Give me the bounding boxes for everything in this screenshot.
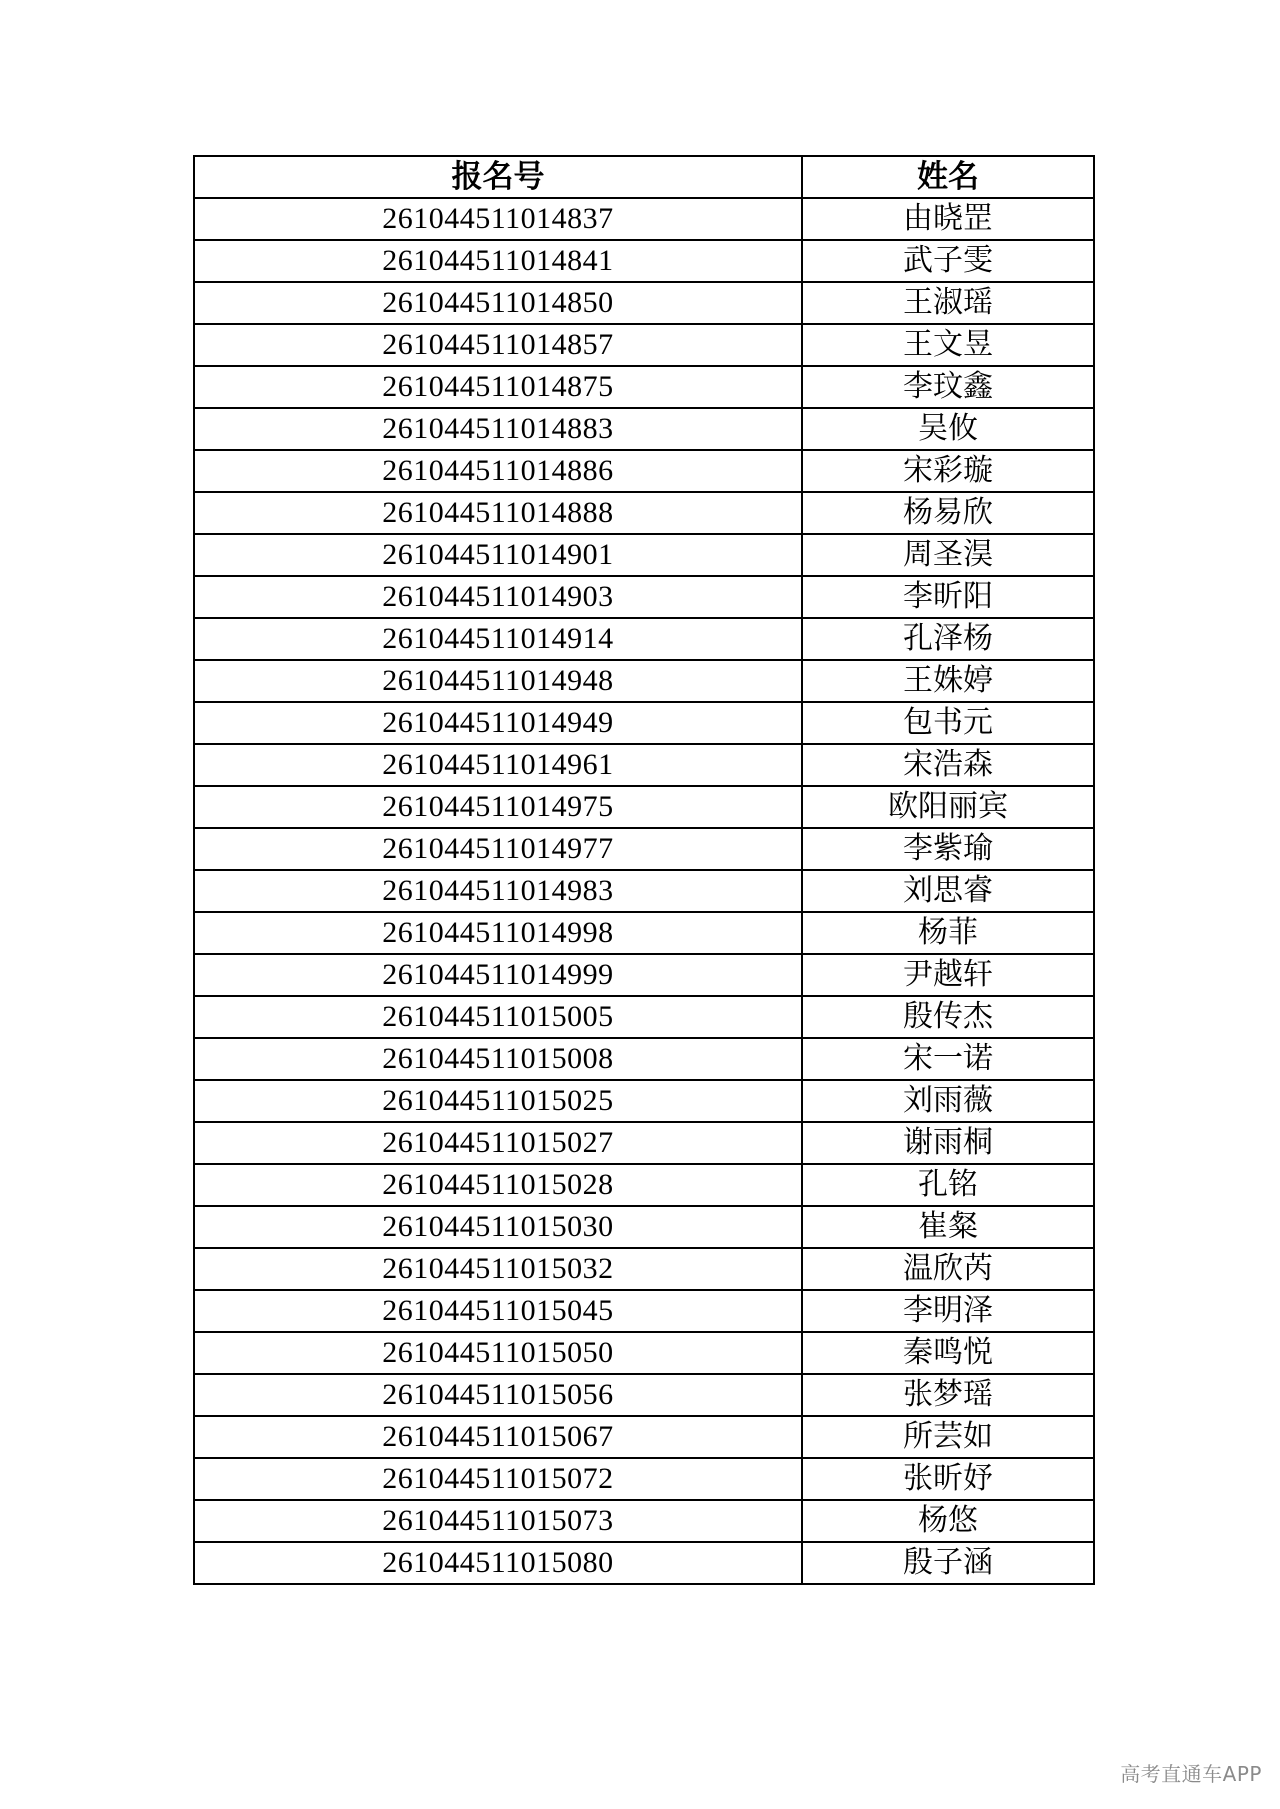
registration-number-cell: 261044511014999 bbox=[194, 954, 802, 996]
table-row bbox=[194, 660, 1094, 702]
table-row bbox=[194, 282, 1094, 324]
name-cell: 杨菲 bbox=[802, 912, 1094, 954]
table-row bbox=[194, 954, 1094, 996]
table-row bbox=[194, 1122, 1094, 1164]
name-cell: 秦鸣悦 bbox=[802, 1332, 1094, 1374]
registration-number-cell: 261044511015080 bbox=[194, 1542, 802, 1584]
name-cell: 欧阳丽宾 bbox=[802, 786, 1094, 828]
table-row bbox=[194, 240, 1094, 282]
name-cell: 王淑瑶 bbox=[802, 282, 1094, 324]
table-row bbox=[194, 870, 1094, 912]
registration-number-cell: 261044511015067 bbox=[194, 1416, 802, 1458]
name-cell: 李昕阳 bbox=[802, 576, 1094, 618]
name-cell: 包书元 bbox=[802, 702, 1094, 744]
table-row bbox=[194, 1500, 1094, 1542]
name-cell: 谢雨桐 bbox=[802, 1122, 1094, 1164]
name-cell: 刘思睿 bbox=[802, 870, 1094, 912]
registration-number-cell: 261044511015056 bbox=[194, 1374, 802, 1416]
registration-number-cell: 261044511014901 bbox=[194, 534, 802, 576]
name-cell: 由晓罡 bbox=[802, 198, 1094, 240]
name-cell: 李明泽 bbox=[802, 1290, 1094, 1332]
registration-number-cell: 261044511014977 bbox=[194, 828, 802, 870]
header-registration-number: 报名号 bbox=[194, 156, 802, 198]
name-cell: 孔泽杨 bbox=[802, 618, 1094, 660]
table-row bbox=[194, 702, 1094, 744]
name-cell: 李紫瑜 bbox=[802, 828, 1094, 870]
table-row bbox=[194, 534, 1094, 576]
registration-number-cell: 261044511014888 bbox=[194, 492, 802, 534]
registration-number-cell: 261044511015045 bbox=[194, 1290, 802, 1332]
name-cell: 吴攸 bbox=[802, 408, 1094, 450]
registration-number-cell: 261044511015030 bbox=[194, 1206, 802, 1248]
registration-number-cell: 261044511014983 bbox=[194, 870, 802, 912]
name-cell: 王姝婷 bbox=[802, 660, 1094, 702]
name-cell: 李玟鑫 bbox=[802, 366, 1094, 408]
table-row bbox=[194, 1374, 1094, 1416]
table-row bbox=[194, 828, 1094, 870]
table-row bbox=[194, 198, 1094, 240]
registration-number-cell: 261044511014961 bbox=[194, 744, 802, 786]
name-cell: 崔粲 bbox=[802, 1206, 1094, 1248]
registration-number-cell: 261044511015050 bbox=[194, 1332, 802, 1374]
watermark-text: 高考直通车APP bbox=[1120, 1762, 1262, 1786]
name-cell: 殷传杰 bbox=[802, 996, 1094, 1038]
name-cell: 刘雨薇 bbox=[802, 1080, 1094, 1122]
table-row bbox=[194, 786, 1094, 828]
header-row bbox=[194, 156, 1094, 198]
registration-number-cell: 261044511015073 bbox=[194, 1500, 802, 1542]
name-cell: 殷子涵 bbox=[802, 1542, 1094, 1584]
registration-number-cell: 261044511014850 bbox=[194, 282, 802, 324]
name-cell: 尹越轩 bbox=[802, 954, 1094, 996]
name-cell: 孔铭 bbox=[802, 1164, 1094, 1206]
registration-number-cell: 261044511015027 bbox=[194, 1122, 802, 1164]
table-row bbox=[194, 618, 1094, 660]
table-row bbox=[194, 912, 1094, 954]
registration-number-cell: 261044511015028 bbox=[194, 1164, 802, 1206]
table-row bbox=[194, 1248, 1094, 1290]
table-row bbox=[194, 324, 1094, 366]
table-row bbox=[194, 996, 1094, 1038]
table-row bbox=[194, 450, 1094, 492]
table-row bbox=[194, 1038, 1094, 1080]
registration-number-cell: 261044511015008 bbox=[194, 1038, 802, 1080]
table-row bbox=[194, 492, 1094, 534]
name-cell: 周圣淏 bbox=[802, 534, 1094, 576]
table-header bbox=[194, 156, 1094, 198]
table-row bbox=[194, 1458, 1094, 1500]
name-cell: 张梦瑶 bbox=[802, 1374, 1094, 1416]
registration-number-cell: 261044511014914 bbox=[194, 618, 802, 660]
document-sheet bbox=[193, 155, 1093, 1585]
registration-number-cell: 261044511014903 bbox=[194, 576, 802, 618]
registration-number-cell: 261044511014948 bbox=[194, 660, 802, 702]
table-row bbox=[194, 1332, 1094, 1374]
table-row bbox=[194, 408, 1094, 450]
name-cell: 张昕妤 bbox=[802, 1458, 1094, 1500]
table-row bbox=[194, 744, 1094, 786]
name-cell: 杨易欣 bbox=[802, 492, 1094, 534]
name-cell: 温欣芮 bbox=[802, 1248, 1094, 1290]
registration-number-cell: 261044511014883 bbox=[194, 408, 802, 450]
name-cell: 宋浩森 bbox=[802, 744, 1094, 786]
registration-number-cell: 261044511015005 bbox=[194, 996, 802, 1038]
name-cell: 宋一诺 bbox=[802, 1038, 1094, 1080]
table-body bbox=[194, 198, 1094, 1584]
registration-number-cell: 261044511014886 bbox=[194, 450, 802, 492]
registration-number-cell: 261044511014857 bbox=[194, 324, 802, 366]
registration-number-cell: 261044511014949 bbox=[194, 702, 802, 744]
table-row bbox=[194, 1542, 1094, 1584]
table-row bbox=[194, 576, 1094, 618]
name-cell: 所芸如 bbox=[802, 1416, 1094, 1458]
name-cell: 武子雯 bbox=[802, 240, 1094, 282]
name-cell: 王文昱 bbox=[802, 324, 1094, 366]
table-row bbox=[194, 1290, 1094, 1332]
registration-number-cell: 261044511015025 bbox=[194, 1080, 802, 1122]
registration-number-cell: 261044511015072 bbox=[194, 1458, 802, 1500]
registration-number-cell: 261044511014975 bbox=[194, 786, 802, 828]
table-row bbox=[194, 1080, 1094, 1122]
table-row bbox=[194, 1206, 1094, 1248]
table-row bbox=[194, 1164, 1094, 1206]
table-row bbox=[194, 366, 1094, 408]
header-name: 姓名 bbox=[802, 156, 1094, 198]
admission-roster-table bbox=[193, 155, 1095, 1585]
registration-number-cell: 261044511014837 bbox=[194, 198, 802, 240]
registration-number-cell: 261044511014998 bbox=[194, 912, 802, 954]
registration-number-cell: 261044511015032 bbox=[194, 1248, 802, 1290]
name-cell: 杨悠 bbox=[802, 1500, 1094, 1542]
name-cell: 宋彩璇 bbox=[802, 450, 1094, 492]
registration-number-cell: 261044511014841 bbox=[194, 240, 802, 282]
registration-number-cell: 261044511014875 bbox=[194, 366, 802, 408]
table-row bbox=[194, 1416, 1094, 1458]
